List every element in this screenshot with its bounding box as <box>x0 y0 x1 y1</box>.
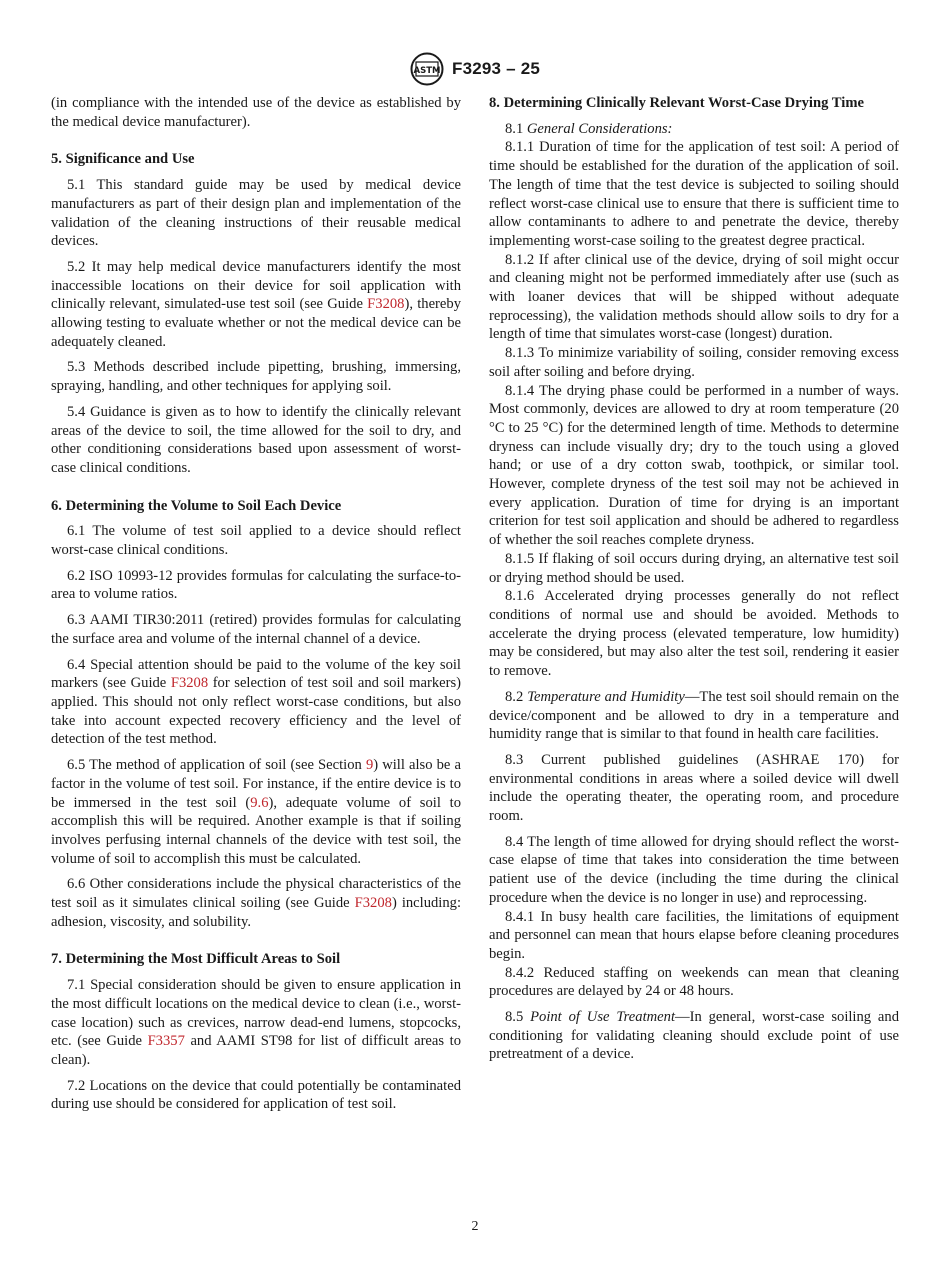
paragraph-5-2: 5.2 It may help medical device manufacturers identify the most inaccessible locations on their device for soil application with clinically relevant, simulated-use test soil (see Guide F3208), thereby allowing testing to evaluate whether or not the medical device can be adequately cleaned. <box>51 258 461 350</box>
paragraph-8-1-5: 8.1.5 If flaking of soil occurs during drying, an alternative test soil or drying method should be used. <box>489 550 899 586</box>
guide-f3208-link[interactable]: F3208 <box>367 296 405 313</box>
paragraph-8-3: 8.3 Current published guidelines (ASHRAE 170) for environmental conditions in areas where a soiled device will dwell include the operating theater, the operating room, and procedure room. <box>489 751 899 825</box>
guide-f3357-link[interactable]: F3357 <box>147 1033 185 1050</box>
page-header <box>0 52 950 91</box>
paragraph-6-1: 6.1 The volume of test soil applied to a device should reflect worst-case clinical conditions. <box>51 523 461 559</box>
section-9-6-link[interactable]: 9.6 <box>250 794 269 811</box>
logo-text: ASTM <box>413 66 441 76</box>
paragraph-8-1-4: 8.1.4 The drying phase could be performed in a number of ways. Most commonly, devices are allowed to dry at room temperature (20 °C to 25 °C) for the determined length of time. Methods to determine dryness can include visually dry; dry to the touch using a gloved hand; or use of a dry cotton swab, toothpick, or similar tool. However, complete dryness of the test soil may not be achieved in every application. Duration of time for drying is an important criterion for test soil application and should be adhered to regardless of whether the soil reaches complete dryness. <box>489 382 899 549</box>
paragraph-7-2: 7.2 Locations on the device that could potentially be contaminated during use should be considered for application of test soil. <box>51 1077 461 1113</box>
paragraph-8-1-2: 8.1.2 If after clinical use of the device, drying of soil might occur and cleaning might not be performed immediately after use (such as with loaner devices that will be shipped without adequate reprocessing), the validation methods should allow soils to dry for a length of time that simulates worst-case (longest) duration. <box>489 251 899 343</box>
section-6-heading: 6. Determining the Volume to Soil Each Device <box>51 497 342 514</box>
paragraph-6-5: 6.5 The method of application of soil (see Section 9) will also be a factor in the volume of test soil. For instance, if the entire device is to be immersed in the test soil (9.6), adequate volume of soil to accomplish this will be required. Another example is that if soiling involves perfusing internal channels of the device with test soil, the volume of soil to accomplish this must be calculated. <box>51 757 461 867</box>
paragraph-continued: (in compliance with the intended use of the device as established by the medical device manufacturer). <box>51 95 461 130</box>
paragraph-8-1-6: 8.1.6 Accelerated drying processes generally do not reflect conditions of normal use and should be avoided. Methods to accelerate the drying process (elevated temperature, low humidity) may be considered, but may also alter the test soil, rendering it easier to remove. <box>489 588 899 680</box>
paragraph-7-1: 7.1 Special consideration should be given to ensure application in the most difficult locations on the medical device to clean (i.e., worst-case location) such as crevices, narrow dead-end lumens, stopcocks, etc. (see Guide F3357 and AAMI ST98 for list of difficult areas to clean). <box>51 977 461 1068</box>
section-7-heading: 7. Determining the Most Difficult Areas to Soil <box>51 951 341 968</box>
right-column <box>489 94 899 1064</box>
guide-f3208-link[interactable]: F3208 <box>170 675 209 692</box>
paragraph-8-2: 8.2 Temperature and Humidity—The test soil should remain on the device/component and be allowed to dry in a temperature and humidity range that is similar to that found in health care facilities. <box>489 688 900 743</box>
astm-logo-icon <box>410 52 444 86</box>
paragraph-8-1: 8.1 General Considerations: <box>505 120 673 137</box>
paragraph-8-5: 8.5 Point of Use Treatment—In general, worst-case soiling and conditioning for validating cleaning should exclude point of use pretreatment of a device. <box>489 1009 900 1063</box>
document-id: F3293 – 25 <box>451 59 540 78</box>
paragraph-8-4-2: 8.4.2 Reduced staffing on weekends can mean that cleaning procedures are delayed by 24 or 48 hours. <box>489 964 899 1000</box>
paragraph-5-1: 5.1 This standard guide may be used by medical device manufacturers as part of their design plan and implementation of the validation of the cleaning instructions of their reusable medical devices. <box>51 177 461 250</box>
paragraph-5-3: 5.3 Methods described include pipetting, brushing, immersing, spraying, handling, and other techniques for applying soil. <box>51 359 461 395</box>
page-number: 2 <box>471 1219 479 1234</box>
paragraph-8-4-1: 8.4.1 In busy health care facilities, the limitations of equipment and personnel can mean that hours elapse before cleaning procedures begin. <box>489 908 899 962</box>
paragraph-8-1-1: 8.1.1 Duration of time for the application of test soil: A period of time should be established for the duration of the application of soil. The length of time that the test device is subjected to soiling should reflect worst-case clinical use to ensure that there is sufficient time to allow contaminants to adhere to and penetrate the device, thereby implementing worst-case soiling to the greatest degree practical. <box>489 139 899 249</box>
paragraph-8-1-3: 8.1.3 To minimize variability of soiling, consider removing excess soil after soiling and before drying. <box>489 345 899 380</box>
paragraph-6-2: 6.2 ISO 10993-12 provides formulas for calculating the surface-to-area to volume ratios. <box>51 567 461 603</box>
paragraph-6-4: 6.4 Special attention should be paid to the volume of the key soil markers (see Guide F3208 for selection of test soil and soil markers) applied. This should not only reflect worst-case conditions, but also take into account expected recovery efficiency and the level of detection of the test method. <box>51 656 461 748</box>
section-8-heading: 8. Determining Clinically Relevant Worst-Case Drying Time <box>489 95 864 111</box>
paragraph-6-3: 6.3 AAMI TIR30:2011 (retired) provides formulas for calculating the surface area and volume of the internal channel of a device. <box>51 612 461 647</box>
paragraph-5-4: 5.4 Guidance is given as to how to identify the clinically relevant areas of the device to soil, the time allowed for the soil to dry, and other conditioning considerations based upon assessment of worst-case clinical conditions. <box>51 403 461 476</box>
section-9-link[interactable]: 9 <box>365 757 374 774</box>
section-5-heading: 5. Significance and Use <box>51 151 195 168</box>
left-column <box>51 94 461 1114</box>
paragraph-8-4: 8.4 The length of time allowed for drying should reflect the worst-case elapse of time that takes into consideration the time between patient use of the device (including the time during the clinical procedure when the device is no longer in use) and reprocessing. <box>489 833 899 906</box>
guide-f3208-link[interactable]: F3208 <box>354 895 392 912</box>
paragraph-6-6: 6.6 Other considerations include the physical characteristics of the test soil as it simulates clinical soiling (see Guide F3208) including: adhesion, viscosity, and solubility. <box>51 876 461 930</box>
